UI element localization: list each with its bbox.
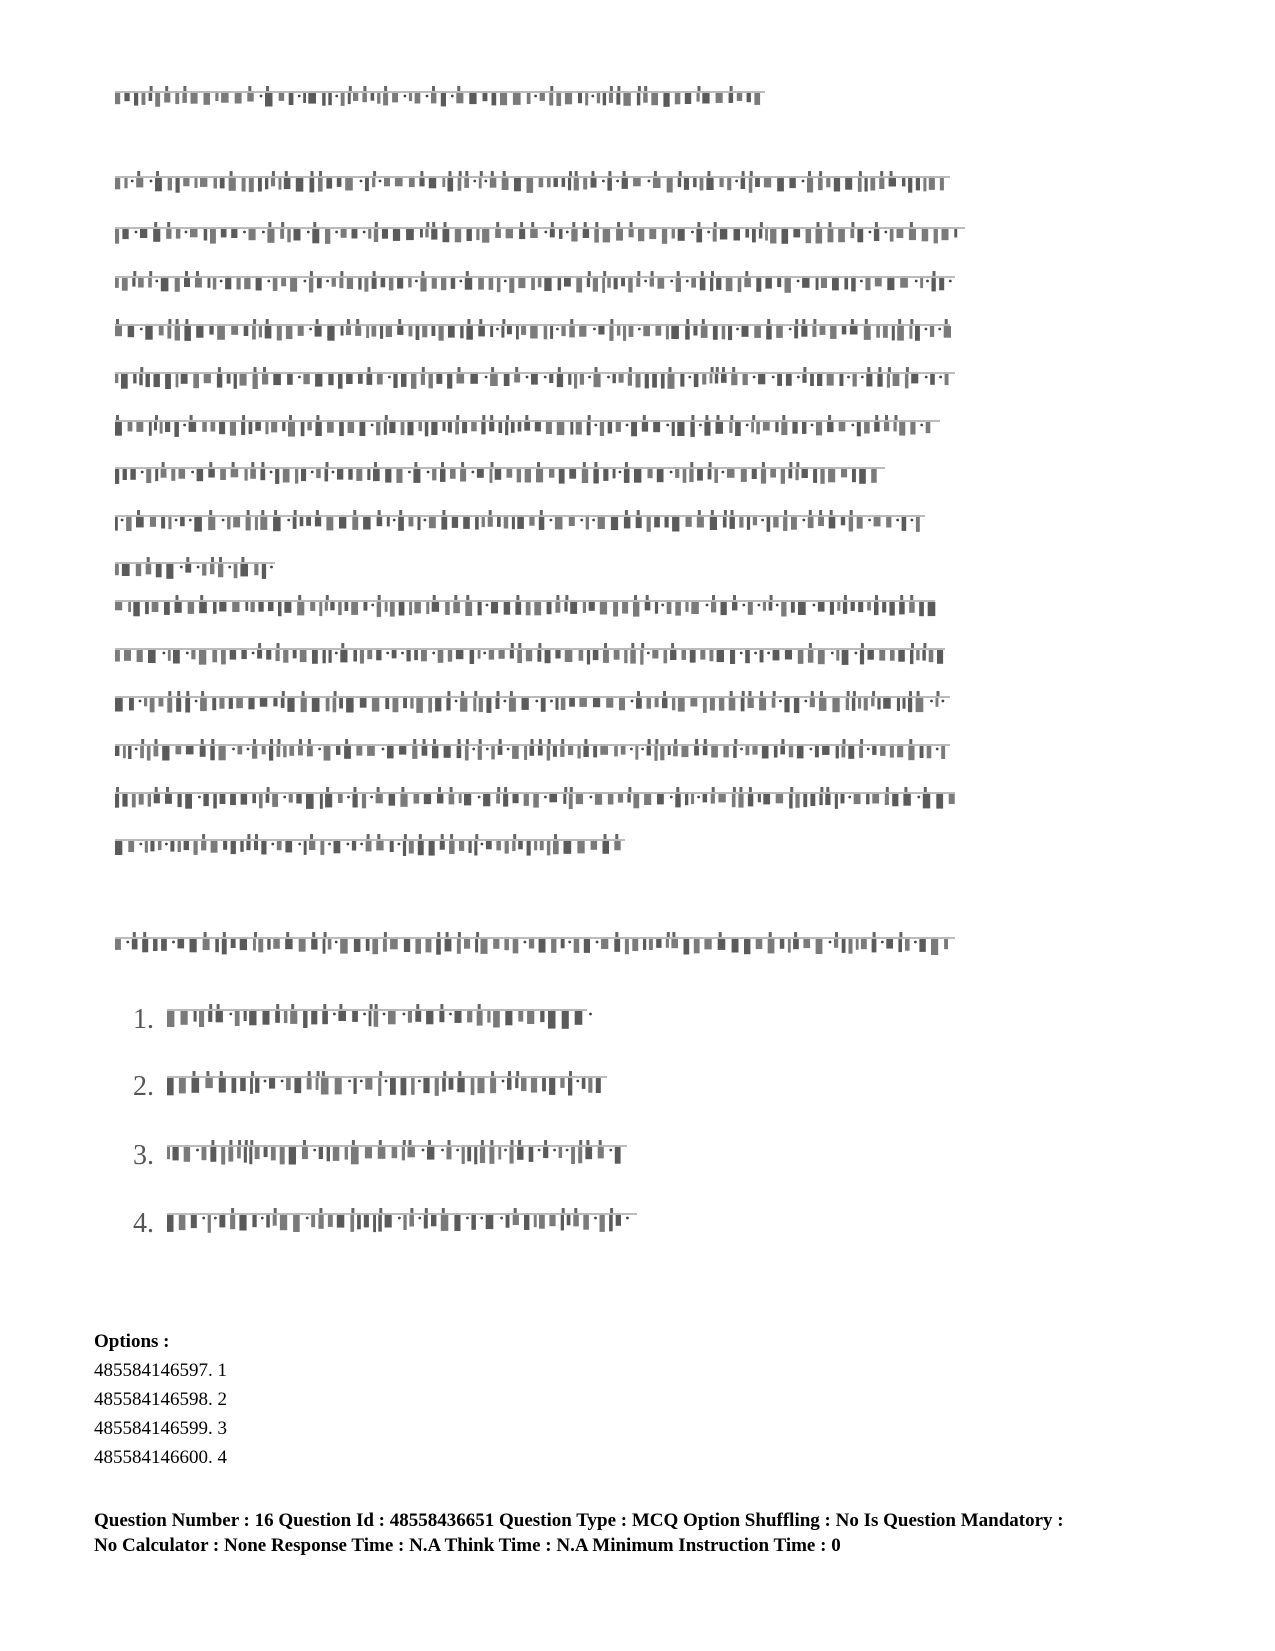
option-item: 485584146599. 3	[94, 1418, 227, 1439]
metadata-line-1: Question Number : 16 Question Id : 48558436651 Question Type : MCQ Option Shuffling : No Is Question Mandatory :	[94, 1510, 1064, 1531]
metadata-line-2: No Calculator : None Response Time : N.A Think Time : N.A Minimum Instruction Time : 0	[94, 1535, 841, 1556]
choice-number: 1.	[133, 1004, 154, 1035]
choice-number: 4.	[133, 1208, 154, 1239]
choice-number: 2.	[133, 1071, 154, 1102]
question-metadata	[94, 1508, 1204, 1558]
option-item: 485584146598. 2	[94, 1389, 227, 1410]
options-section	[94, 1327, 227, 1472]
options-title: Options :	[94, 1331, 170, 1352]
choice-number: 3.	[133, 1140, 154, 1171]
tibetan-text-image	[105, 0, 985, 1260]
option-item: 485584146597. 1	[94, 1360, 227, 1381]
option-item: 485584146600. 4	[94, 1447, 227, 1468]
question-image	[105, 0, 985, 1260]
